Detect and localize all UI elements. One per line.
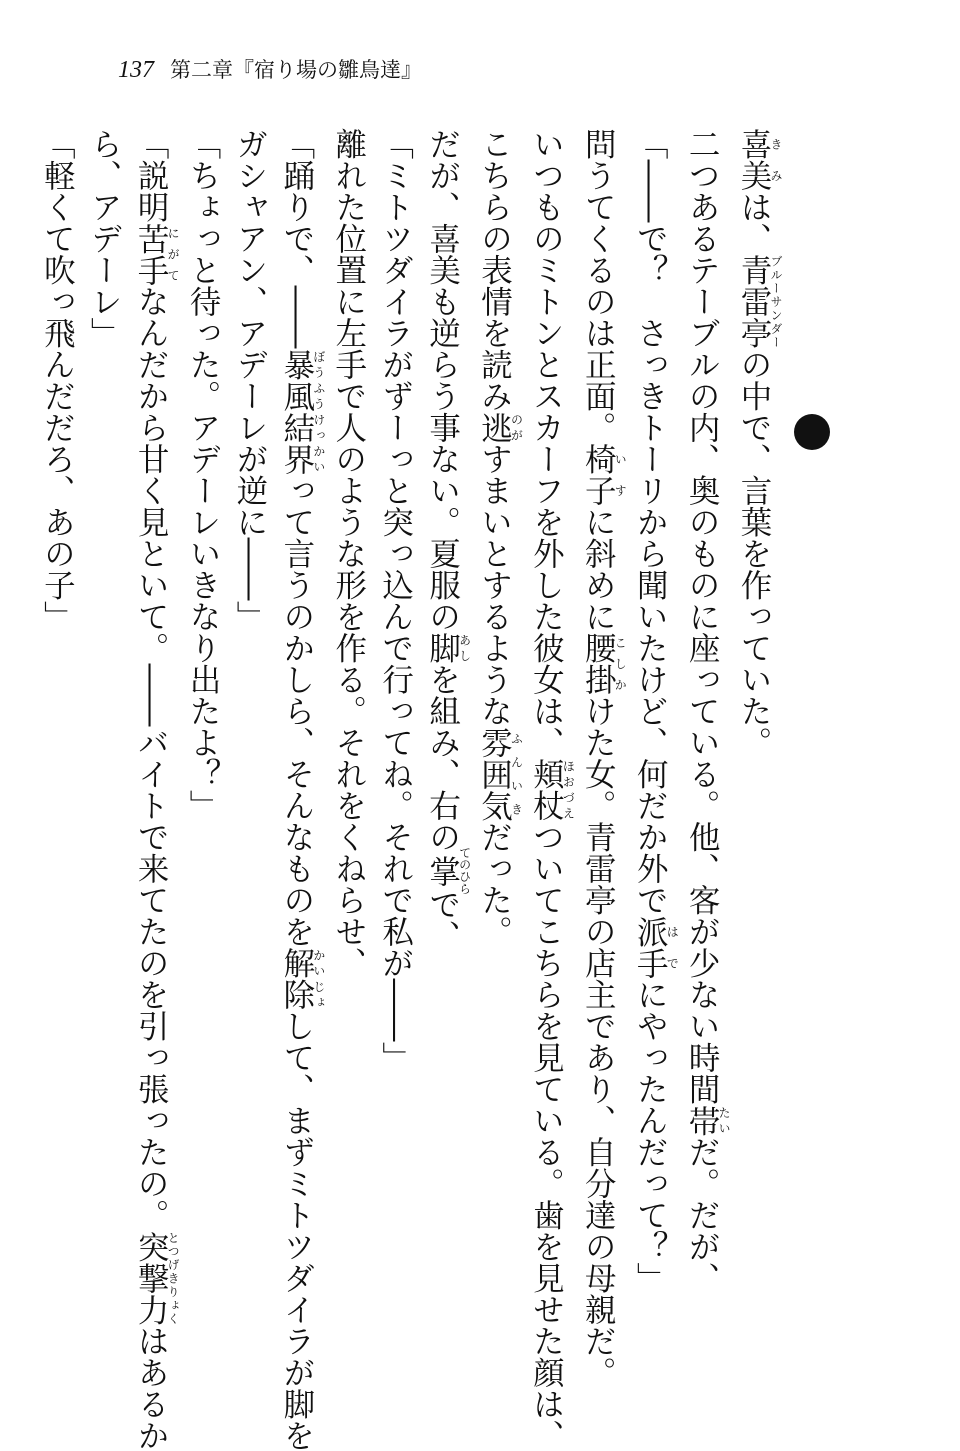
section-dot-marker: [794, 414, 830, 450]
furigana: 雰囲気ふんいき: [476, 726, 524, 821]
furigana: 頬杖ほおづえ: [528, 758, 576, 821]
furigana: 掌てのひら: [424, 846, 472, 895]
furigana: 暴風結界ぼうふうけっかい: [278, 348, 326, 475]
text-line: 二つあるテーブルの内、奥のものに座っている。他、客が少ない時間帯たいだ。だが、: [684, 128, 732, 1294]
text-line: 「――で？ さっきトーリから聞いたけど、何だか外で派手はでにやったんだって？」: [632, 128, 680, 1294]
furigana: 脚あし: [424, 632, 472, 664]
chapter-title: 第二章『宿り場の雛鳥達』: [170, 58, 422, 82]
body-text: [39, 128, 783, 1451]
text-line: こちらの表情を読み逃のがすまいとするような雰囲気ふんいきだった。: [476, 128, 524, 947]
text-line: いつものミトンとスカーフを外した彼女は、頬杖ほおづえついてこちらを見ている。歯を見せた顔は、: [528, 128, 576, 1451]
page-number: 137: [118, 57, 154, 83]
text-line: 「説明苦手にがてなんだから甘く見といて。――バイトで来てたのを引っ張ったの。突撃力とつげきりょくはあるか: [133, 128, 181, 1451]
furigana: 青雷亭ブルーサンダー: [736, 254, 783, 349]
page-header: [118, 54, 422, 90]
text-line: だが、喜美も逆らう事ない。夏服の脚あしを組み、右の掌てのひらで、: [424, 128, 472, 952]
furigana: 椅子いす: [580, 443, 628, 506]
text-line: 離れた位置に左手で人のような形を作る。それをくねらせ、: [330, 128, 367, 979]
furigana: 逃のが: [476, 411, 524, 443]
text-line: ガシャアン、アデーレが逆に――」: [231, 128, 268, 632]
furigana: 喜美きみ: [736, 128, 783, 191]
furigana: 帯たい: [684, 1104, 732, 1136]
text-line: 「ちょっと待った。アデーレいきなり出たよ？」: [185, 128, 222, 821]
text-line: ら、アデーレ」: [86, 128, 123, 349]
text-line: 「踊りで、――暴風結界ぼうふうけっかいって言うのかしら、そんなものを解除かいじょして、まずミトツダイラが脚を: [278, 128, 326, 1451]
text-line: 問うてくるのは正面。椅子いすに斜めに腰掛こしかけた女。青雷亭の店主であり、自分達の母親だ。: [580, 128, 628, 1388]
furigana: 解除かいじょ: [278, 947, 326, 1010]
furigana: 腰掛こしか: [580, 632, 628, 695]
furigana: 突撃力とつげきりょく: [133, 1230, 181, 1325]
furigana: 苦手にがて: [133, 222, 181, 286]
furigana: 派手はで: [632, 915, 680, 979]
text-line: 喜美きみは、青雷亭ブルーサンダーの中で、言葉を作っていた。: [736, 128, 783, 758]
text-line: 「軽くて吹っ飛んだだろ、あの子」: [39, 128, 76, 632]
text-line: 「ミトツダイラがずーっと突っ込んで行ってね。それで私が――」: [377, 128, 414, 1073]
